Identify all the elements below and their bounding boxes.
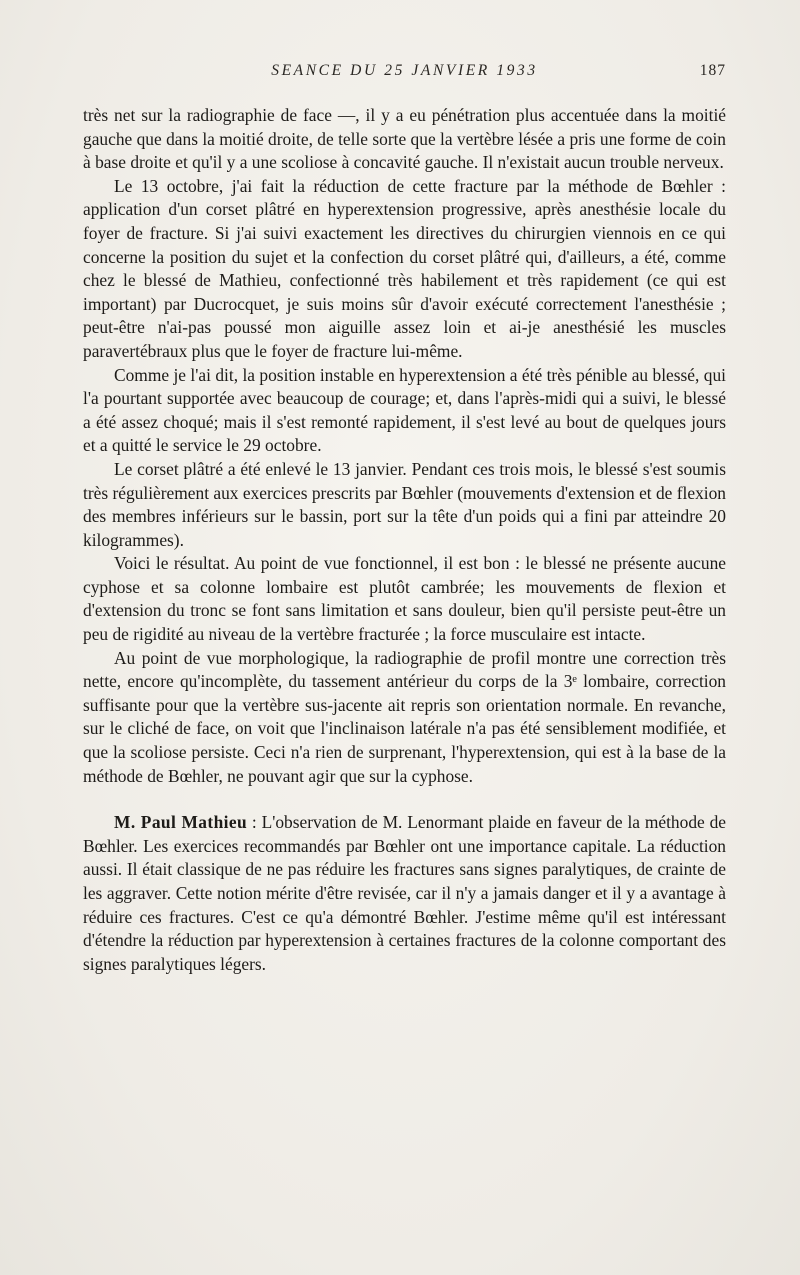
speaker-name: M. Paul Mathieu: [114, 812, 248, 833]
discussion-paragraph: [83, 811, 726, 976]
paragraph-morphological-result: Au point de vue morphologique, la radiographie de profil montre une correction très nette, encore qu'incomplète, du tassement antérieur du corps de la 3ᵉ lombaire, correction suffisante pour que la vertèbre sus-jacente ait repris son orientation normale. En revanche, sur le cliché de face, on voit que l'inclinaison latérale n'a pas été sensiblement modifiée, et que la scoliose persiste. Ceci n'a rien de surprenant, l'hyperextension, qui est à la base de la méthode de Bœhler, ne pouvant agir que sur la cyphose.: [83, 647, 726, 786]
paragraph-functional-result: Voici le résultat. Au point de vue fonctionnel, il est bon : le blessé ne présente aucune cyphose et sa colonne lombaire est plutôt cambrée; les mouvements de flexion et d'extension du tronc se font sans limitation et sans douleur, bien qu'il persiste peut-être un peu de rigidité au niveau de la vertèbre fracturée ; la force musculaire est intacte.: [83, 553, 726, 645]
body-text: [83, 104, 726, 976]
paragraph-continuation: très net sur la radiographie de face —, il y a eu pénétration plus accentuée dans la moitié gauche que dans la moitié droite, de telle sorte que la vertèbre lésée a pris une forme de coin à base droite et qu'il y a une scoliose à concavité gauche. Il n'existait aucun trouble nerveux.: [83, 105, 726, 173]
running-head: SEANCE DU 25 JANVIER 1933: [271, 62, 538, 79]
discussion-text: : L'observation de M. Lenormant plaide en faveur de la méthode de Bœhler. Les exercices recommandés par Bœhler ont une importance capitale. La réduction aussi. Il était classique de ne pas réduire les fractures sans signes paralytiques, de crainte de les aggraver. Cette notion mérite d'être revisée, car il n'y a jamais danger et il y a avantage à réduire ces fractures. C'est ce qu'a démontré Bœhler. J'estime même qu'il est intéressant d'étendre la réduction par hyperextension à certaines fractures de la colonne comportant des signes paralytiques légers.: [83, 812, 726, 974]
paragraph-corset-removal: Le corset plâtré a été enlevé le 13 janvier. Pendant ces trois mois, le blessé s'est soumis très régulièrement aux exercices prescrits par Bœhler (mouvements d'extension et de flexion des membres inférieurs sur le bassin, port sur la tête d'un poids qui a fini par atteindre 20 kilogrammes).: [83, 458, 726, 550]
paragraph-postoperative-course: Comme je l'ai dit, la position instable en hyperextension a été très pénible au blessé, qui l'a pourtant supportée avec beaucoup de courage; et, dans l'après-midi qui a suivi, le blessé a été assez choqué; mais il s'est remonté rapidement, il s'est levé au bout de quelques jours et a quitté le service le 29 octobre.: [83, 364, 726, 456]
paragraph-reduction-procedure: Le 13 octobre, j'ai fait la réduction de cette fracture par la méthode de Bœhler : application d'un corset plâtré en hyperextension progressive, après anesthésie locale du foyer de fracture. Si j'ai suivi exactement les directives du chirurgien viennois en ce qui concerne la position du sujet et la confection du corset plâtré qui, d'ailleurs, a été, comme chez le blessé de Mathieu, confectionné très habilement et très rapidement (ce qui est important) par Ducrocquet, je suis moins sûr d'avoir exécuté correctement l'anesthésie ; peut-être n'ai-pas poussé mon aiguille assez loin et ai-je anesthésié les muscles paravertébraux plus que le foyer de fracture lui-même.: [83, 175, 726, 361]
page-number: 187: [699, 62, 726, 79]
page-header: [83, 62, 726, 86]
